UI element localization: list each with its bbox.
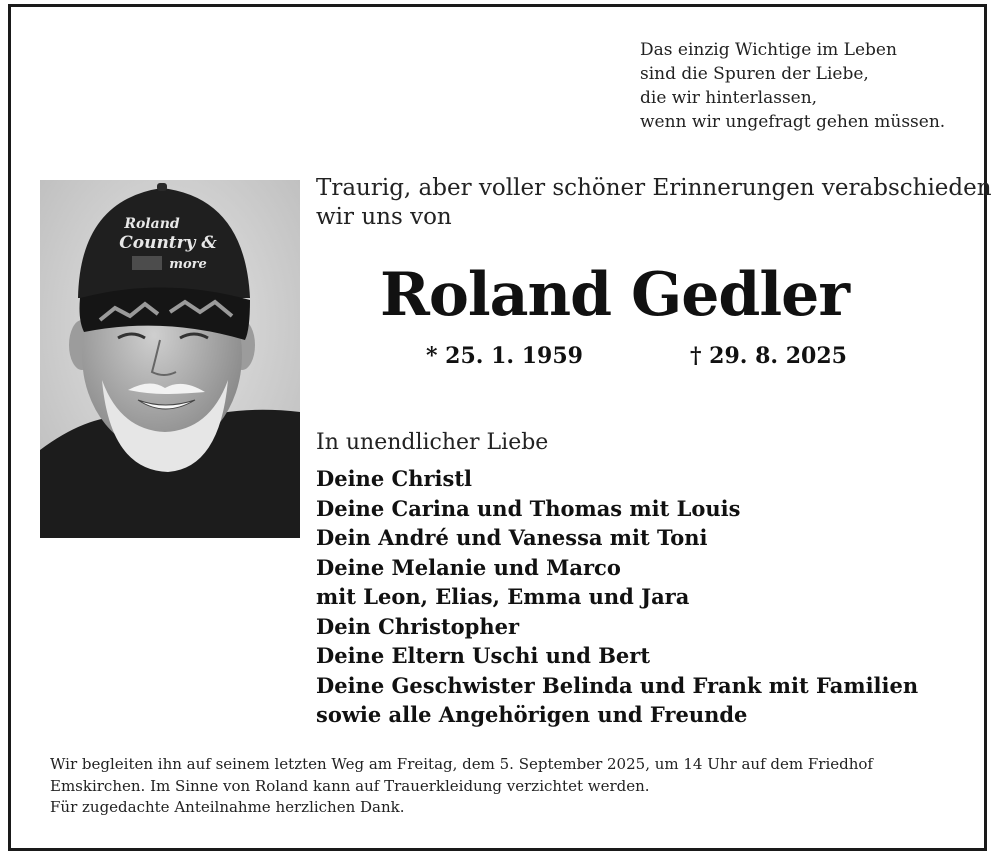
cap-text-1: Roland: [124, 216, 180, 232]
mourner-line: Deine Geschwister Belinda und Frank mit Familien: [316, 672, 919, 698]
intro-text: [316, 174, 992, 232]
cap-text-2: Country &: [119, 233, 217, 253]
cap-text-3: more: [169, 257, 207, 272]
love-line: In unendlicher Liebe: [316, 430, 549, 455]
mourner-line: Dein Christopher: [316, 613, 520, 639]
footer-line: Wir begleiten ihn auf seinem letzten Weg am Freitag, dem 5. September 2025, um 14 Uhr auf dem Friedhof: [50, 755, 873, 773]
funeral-info: [50, 754, 980, 819]
mourners-list: [316, 464, 986, 730]
deceased-name: Roland Gedler: [380, 260, 849, 330]
footer-line: Emskirchen. Im Sinne von Roland kann auf Trauerkleidung verzichtet werden.: [50, 776, 650, 795]
portrait-illustration: [40, 180, 300, 538]
mourner-line: mit Leon, Elias, Emma und Jara: [316, 584, 690, 609]
death-date: † 29. 8. 2025: [690, 343, 847, 369]
poem: [640, 38, 970, 134]
birth-date: * 25. 1. 1959: [426, 343, 583, 369]
poem-line: wenn wir ungefragt gehen müssen.: [640, 112, 946, 132]
mourner-line: Deine Eltern Uschi und Bert: [316, 643, 651, 668]
mourner-line: Deine Melanie und Marco: [316, 554, 621, 580]
mourner-line: Deine Carina und Thomas mit Louis: [316, 495, 741, 521]
intro-line: wir uns von: [316, 204, 452, 230]
footer-line: Für zugedachte Anteilnahme herzlichen Dank.: [50, 798, 405, 816]
portrait-photo: [40, 180, 300, 538]
mourner-line: Dein André und Vanessa mit Toni: [316, 525, 708, 550]
mourner-line: Deine Christl: [316, 466, 473, 491]
mourner-line: sowie alle Angehörigen und Freunde: [316, 702, 748, 727]
intro-line: Traurig, aber voller schöner Erinnerungen verabschieden: [316, 175, 992, 201]
poem-line: die wir hinterlassen,: [640, 88, 818, 108]
poem-line: sind die Spuren der Liebe,: [640, 64, 869, 84]
poem-line: Das einzig Wichtige im Leben: [640, 40, 897, 60]
